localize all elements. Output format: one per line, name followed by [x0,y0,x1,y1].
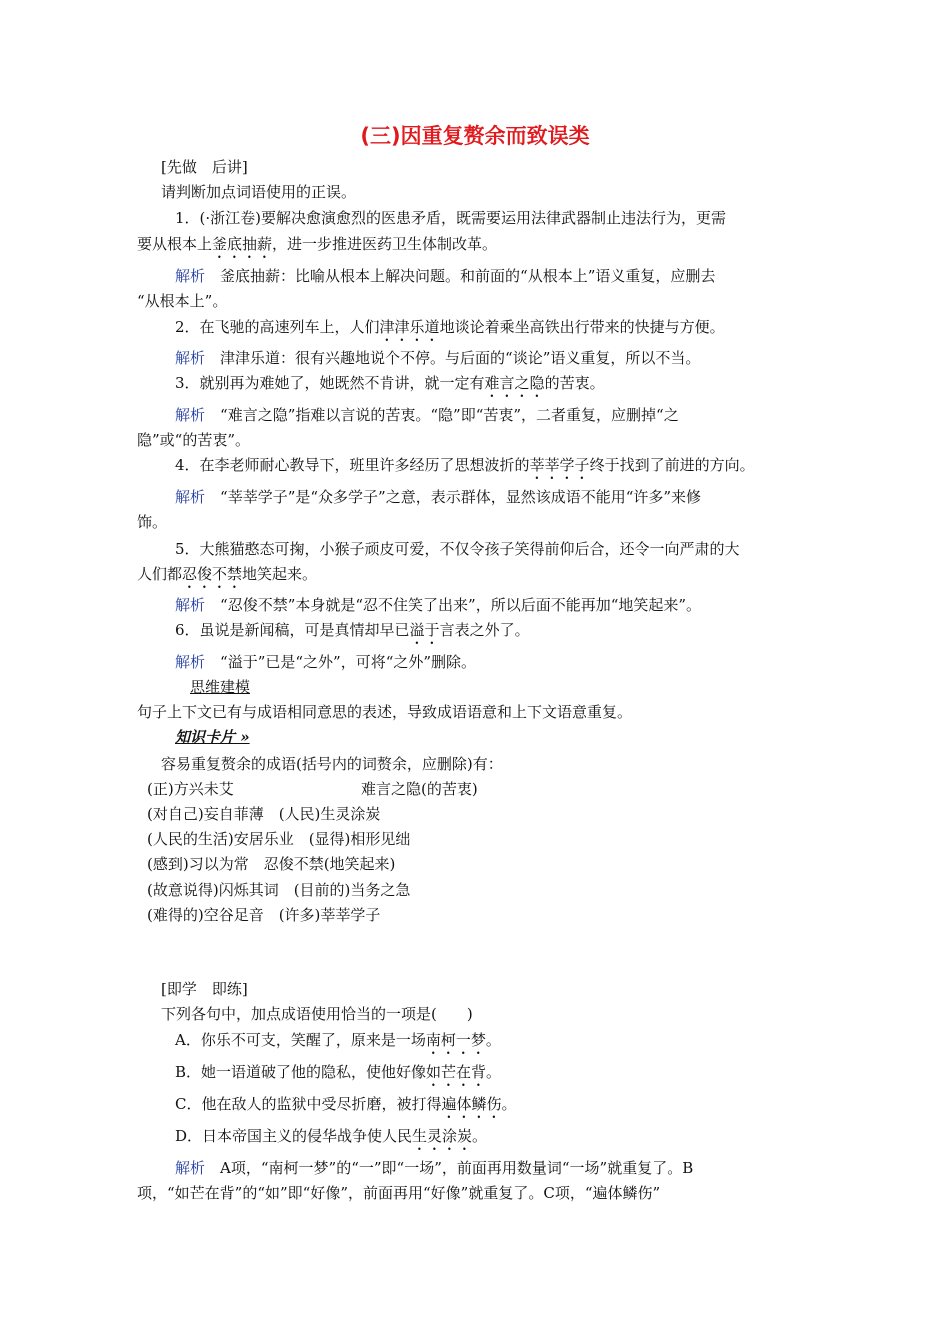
answer-3-line2: 隐”或“的苦衷”。 [137,431,251,449]
dotted-idiom: 遍体鳞伤 [441,1095,502,1113]
final-answer-line2: 项，“如芒在背”的“如”即“好像”，前面再用“好像”就重复了。C项，“遍体鳞伤” [137,1184,661,1202]
answer-4-line2: 饰。 [137,513,168,531]
exercise-question: 下列各句中，加点成语使用恰当的一项是( ) [161,1005,473,1023]
dotted-idiom: 莘莘学子 [529,456,590,474]
answer-6: 解析 “溢于”已是“之外”，可将“之外”删除。 [175,653,477,671]
section-header-practice: [先做 后讲] [161,158,248,176]
dotted-idiom: 南柯一梦 [425,1031,486,1049]
instruction-text: 请判断加点词语使用的正误。 [161,183,357,201]
analysis-label: 解析 [175,267,206,285]
dotted-idiom: 难言之隐 [484,374,545,392]
analysis-label: 解析 [175,1159,206,1177]
thinking-model-text: 句子上下文已有与成语相同意思的表述，导致成语语意和上下文语意重复。 [137,703,633,721]
question-5-line2: 人们都忍俊不禁地笑起来。 [137,565,318,583]
question-1-line1: 1．(·浙江卷)要解决愈演愈烈的医患矛盾，既需要运用法律武器制止违法行为，更需 [175,209,727,227]
knowledge-card-intro: 容易重复赘余的成语(括号内的词赘余，应删除)有： [161,755,503,773]
final-answer-line1: 解析 A项，“南柯一梦”的“一”即“一场”，前面再用数量词“一场”就重复了。B [175,1159,694,1177]
idiom-row-1b: 难言之隐(的苦衷) [361,780,478,798]
analysis-label: 解析 [175,488,206,506]
idiom-row-3: (人民的生活)安居乐业 (显得)相形见绌 [147,830,411,848]
idiom-row-2: (对自己)妄自菲薄 (人民)生灵涂炭 [147,805,381,823]
idiom-row-1a: (正)方兴未艾 [147,780,234,798]
option-a: A．你乐不可支，笑醒了，原来是一场南柯一梦。 [175,1031,501,1049]
dotted-idiom: 忍俊不禁 [182,565,243,583]
idiom-row-4: (感到)习以为常 忍俊不禁(地笑起来) [147,855,396,873]
knowledge-card-title: 知识卡片 » [175,728,250,746]
idiom-row-6: (难得的)空谷足音 (许多)莘莘学子 [147,906,381,924]
question-5-line1: 5．大熊猫憨态可掬，小猴子顽皮可爱，不仅令孩子笑得前仰后合，还令一向严肃的大 [175,540,740,558]
section-header-exercise: [即学 即练] [161,980,248,998]
question-2: 2．在飞驰的高速列车上，人们津津乐道地谈论着乘坐高铁出行带来的快捷与方便。 [175,318,725,336]
option-d: D．日本帝国主义的侵华战争使人民生灵涂炭。 [175,1127,488,1145]
question-3: 3．就别再为难她了，她既然不肯讲，就一定有难言之隐的苦衷。 [175,374,605,392]
dotted-idiom: 津津乐道 [379,318,440,336]
answer-2: 解析 津津乐道：很有兴趣地说个不停。与后面的“谈论”语义重复，所以不当。 [175,349,701,367]
dotted-idiom: 釜底抽薪 [212,235,273,253]
page-title: (三)因重复赘余而致误类 [360,124,590,148]
idiom-row-5: (故意说得)闪烁其词 (目前的)当务之急 [147,881,411,899]
question-1-line2: 要从根本上釜底抽薪，进一步推进医药卫生体制改革。 [137,235,498,253]
analysis-label: 解析 [175,653,206,671]
question-4: 4．在李老师耐心教导下，班里许多经历了思想波折的莘莘学子终于找到了前进的方向。 [175,456,755,474]
answer-5: 解析 “忍俊不禁”本身就是“忍不住笑了出来”，所以后面不能再加“地笑起来”。 [175,596,702,614]
option-b: B．她一语道破了他的隐私，使他好像如芒在背。 [175,1063,502,1081]
answer-1-line2: “从根本上”。 [137,292,228,310]
dotted-idiom: 溢于 [409,621,440,639]
analysis-label: 解析 [175,406,206,424]
question-6: 6．虽说是新闻稿，可是真情却早已溢于言表之外了。 [175,621,530,639]
answer-3-line1: 解析 “难言之隐”指难以言说的苦衷。“隐”即“苦衷”，二者重复，应删掉“之 [175,406,679,424]
option-c: C．他在敌人的监狱中受尽折磨，被打得遍体鳞伤。 [175,1095,517,1113]
answer-4-line1: 解析 “莘莘学子”是“众多学子”之意，表示群体，显然该成语不能用“许多”来修 [175,488,702,506]
dotted-idiom: 生灵涂炭 [412,1127,473,1145]
analysis-label: 解析 [175,349,206,367]
analysis-label: 解析 [175,596,206,614]
thinking-model-title: 思维建模 [190,678,251,696]
answer-1-line1: 解析 釜底抽薪：比喻从根本上解决问题。和前面的“从根本上”语义重复，应删去 [175,267,716,285]
dotted-idiom: 如芒在背 [426,1063,487,1081]
